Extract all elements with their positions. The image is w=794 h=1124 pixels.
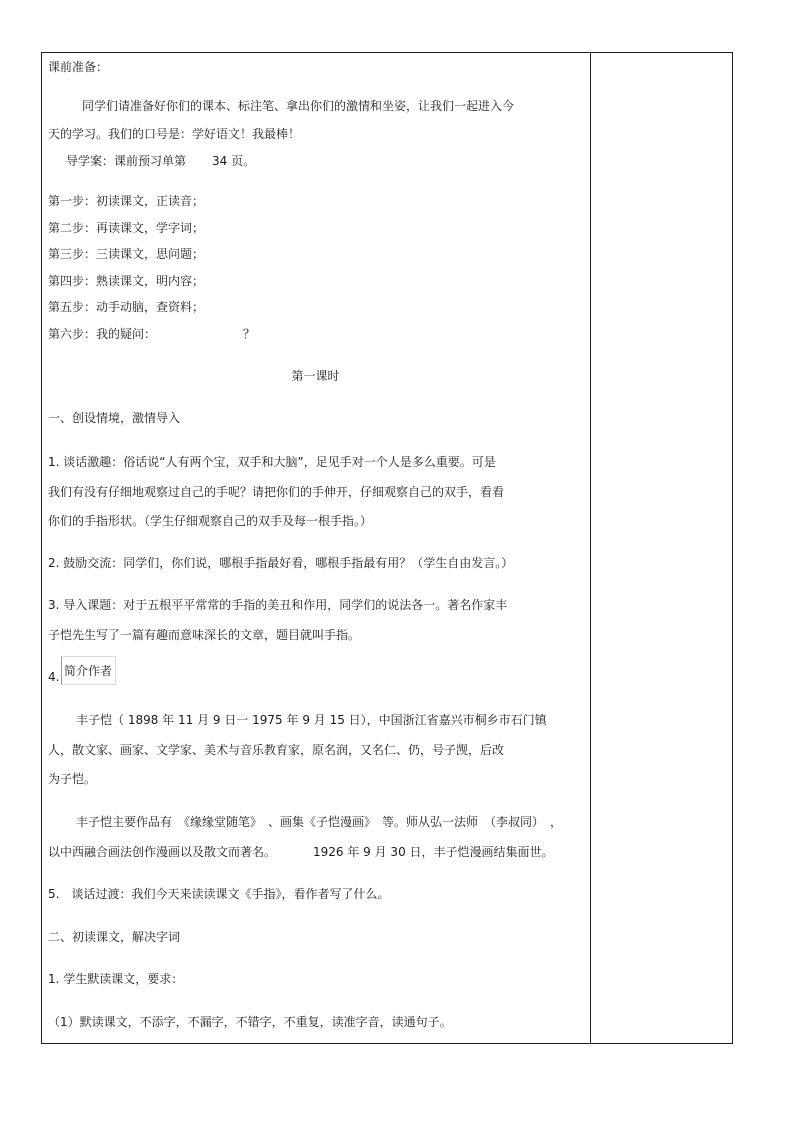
- s1-p3-line1: 3. 导入课题：对于五根平平常常的手指的美丑和作用，同学们的说法各一。著名作家丰: [48, 598, 508, 612]
- prep-heading: 课前准备：: [48, 60, 109, 74]
- s1-p4-number: 4.: [48, 670, 60, 684]
- author-line1: 丰子恺（ 1898 年 11 月 9 日一 1975 年 9 月 15 日），中国浙江省嘉兴市桐乡市石门镇: [76, 713, 547, 727]
- author-line3: 为子恺。: [48, 772, 97, 786]
- section2-heading: 二、初读课文，解决字词: [48, 930, 181, 944]
- prep-intro-line2: 天的学习。我们的口号是：学好语文！我最棒！: [48, 127, 301, 141]
- author-line2: 人，散文家、画家、文学家、美术与音乐教育家，原名润，又名仁、仍，号子觊，后改: [48, 743, 505, 757]
- step-2: 第二步：再读课文，学字词；: [48, 221, 205, 235]
- works-line2b: 1926 年 9 月 30 日，丰子恺漫画结集面世。: [313, 845, 554, 859]
- step-4: 第四步：熟读课文，明内容；: [48, 274, 205, 288]
- guide-page: 34 页。: [212, 154, 256, 168]
- step-3: 第三步：三读课文，思问题；: [48, 247, 205, 261]
- step-1: 第一步：初读课文，正读音；: [48, 194, 205, 208]
- step-6-mark: ？: [243, 327, 256, 341]
- step-6-label: 第六步：我的疑问：: [48, 327, 157, 341]
- s1-p1-line3: 你们的手指形状。（学生仔细观察自己的双手及每一根手指。）: [48, 514, 373, 528]
- step-5: 第五步：动手动脑，查资料；: [48, 300, 205, 314]
- s1-p1-line1: 1. 谈话激趣：俗话说“人有两个宝，双手和大脑”，足见手对一个人是多么重要。可是: [48, 455, 496, 469]
- s1-p1-line2: 我们有没有仔细地观察过自己的手呢？请把你们的手伸开，仔细观察自己的双手，看看: [48, 485, 505, 499]
- table-column-divider: [590, 52, 591, 1044]
- s1-p5: 5. 谈话过渡：我们今天来读读课文《手指》，看作者写了什么。: [48, 887, 390, 901]
- guide-prefix: 导学案：课前预习单第: [66, 154, 187, 168]
- s2-p1-sub: （1）默读课文，不添字，不漏字，不错字，不重复，读准字音，读通句子。: [48, 1015, 452, 1029]
- works-line1: 丰子恺主要作品有 《缘缘堂随笔》 、画集《子恺漫画》 等。师从弘一法师 （李叔同） ，: [76, 815, 563, 829]
- s1-p4-text: 简介作者: [61, 656, 116, 685]
- lesson-title: 第一课时: [291, 369, 340, 383]
- section1-heading: 一、创设情境，激情导入: [48, 411, 181, 425]
- s1-p2: 2. 鼓励交流：同学们，你们说，哪根手指最好看，哪根手指最有用？（学生自由发言。）: [48, 556, 514, 570]
- s1-p3-line2: 子恺先生写了一篇有趣而意味深长的文章，题目就叫手指。: [48, 628, 361, 642]
- prep-intro-line1: 同学们请准备好你们的课本、标注笔、拿出你们的激情和坐姿，让我们一起进入今: [82, 99, 515, 113]
- works-line2a: 以中西融合画法创作漫画以及散文而著名。: [48, 845, 277, 859]
- s1-p4-boxed-label: [60, 656, 116, 685]
- s2-p1: 1. 学生默读课文，要求：: [48, 972, 184, 986]
